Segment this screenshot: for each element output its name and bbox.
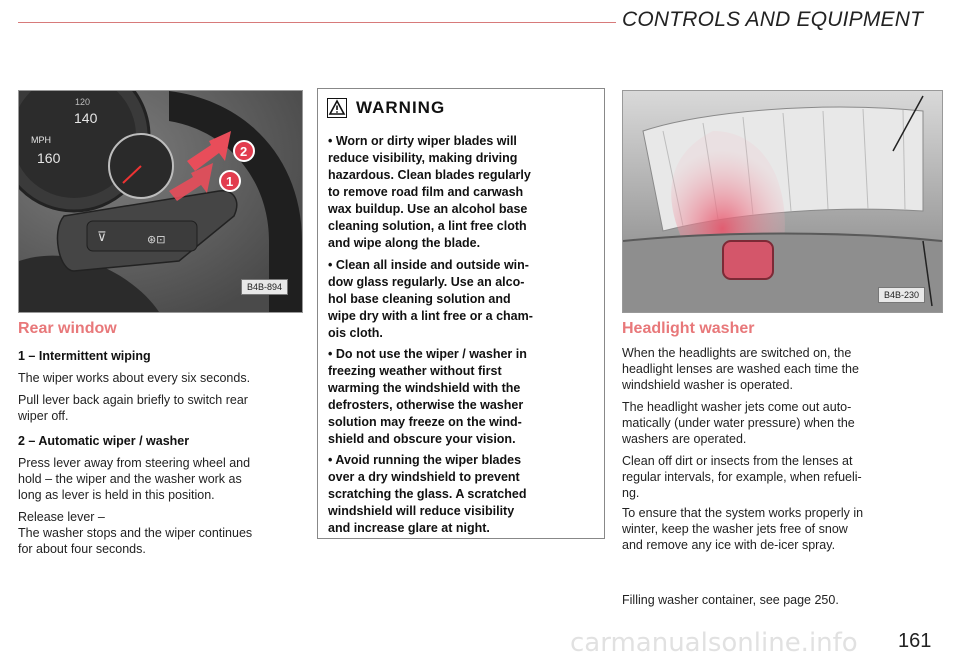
headlight-washer-illustration (623, 91, 942, 312)
headlight-paragraph-3: Clean off dirt or insects from the lenses at regular intervals, for example, when refueli- ng. (622, 454, 862, 500)
rear-window-heading: Rear window (18, 320, 117, 337)
figure-code-right: B4B-230 (878, 287, 925, 303)
item-1-title: 1 – Intermittent wiping (18, 349, 151, 363)
warning-bullet-2: • Clean all inside and outside win- dow glass regularly. Use an alco- hol base cleaning solution and wipe dry with a lint free or a cham- ois cloth. (328, 258, 533, 340)
headlight-paragraph-2: The headlight washer jets come out auto- matically (under water pressure) when the washers are operated. (622, 400, 855, 446)
warning-bullet-3: • Do not use the wiper / washer in freezing weather without first warming the windshield with the defrosters, otherwise the washer solution may freeze on the wind- shield and obscure your vision. (328, 347, 527, 446)
washer-jet-icon (723, 241, 773, 279)
warning-bullet-4: • Avoid running the wiper blades over a dry windshield to prevent scratching the glass. A scratched windshield will reduce visibility and increase glare at night. (328, 453, 527, 535)
item-2-release-text: Release lever – The washer stops and the wiper continues for about four seconds. (18, 510, 253, 556)
watermark: carmanualsonline.info (570, 628, 858, 658)
callout-2-label: 2 (240, 144, 248, 159)
callout-1-label: 1 (226, 174, 234, 189)
headlight-washer-figure (622, 90, 943, 313)
svg-text:⊛⊡: ⊛⊡ (147, 233, 166, 246)
headlight-paragraph-4: To ensure that the system works properly in winter, keep the washer jets free of snow and remove any ice with de-icer spray. (622, 506, 864, 552)
header-rule (18, 22, 616, 23)
wiper-lever-figure (18, 90, 303, 313)
warning-bullet-1: • Worn or dirty wiper blades will reduce visibility, making driving hazardous. Clean blades regularly to remove road film and carwash wax buildup. Use an alcohol base cleaning solution, a lint free cloth and wipe along the blade. (328, 134, 531, 250)
warning-triangle-icon (327, 98, 347, 123)
warning-title: WARNING (356, 98, 446, 117)
page-number: 161 (898, 630, 932, 652)
gauge-label-120: 120 (75, 97, 91, 107)
gauge-label-160: 160 (37, 150, 61, 166)
page-header-title: CONTROLS AND EQUIPMENT (622, 8, 924, 31)
gauge-label-mph: MPH (31, 135, 51, 145)
svg-text:⊽: ⊽ (97, 230, 107, 245)
item-1-text: The wiper works about every six seconds. (18, 371, 251, 385)
warning-box (317, 88, 605, 539)
washer-container-note: Filling washer container, see page 250. (622, 593, 839, 607)
item-2-text: Press lever away from steering wheel and hold – the wiper and the washer work as long as lever is held in this position. (18, 456, 251, 502)
figure-code-left: B4B-894 (241, 279, 288, 295)
item-2-title: 2 – Automatic wiper / washer (18, 434, 190, 448)
headlight-paragraph-1: When the headlights are switched on, the headlight lenses are washed each time the windshield washer is operated. (622, 346, 859, 392)
gauge-label-140: 140 (74, 110, 98, 126)
headlight-washer-heading: Headlight washer (622, 320, 755, 337)
item-1-note: Pull lever back again briefly to switch rear wiper off. (18, 393, 248, 423)
